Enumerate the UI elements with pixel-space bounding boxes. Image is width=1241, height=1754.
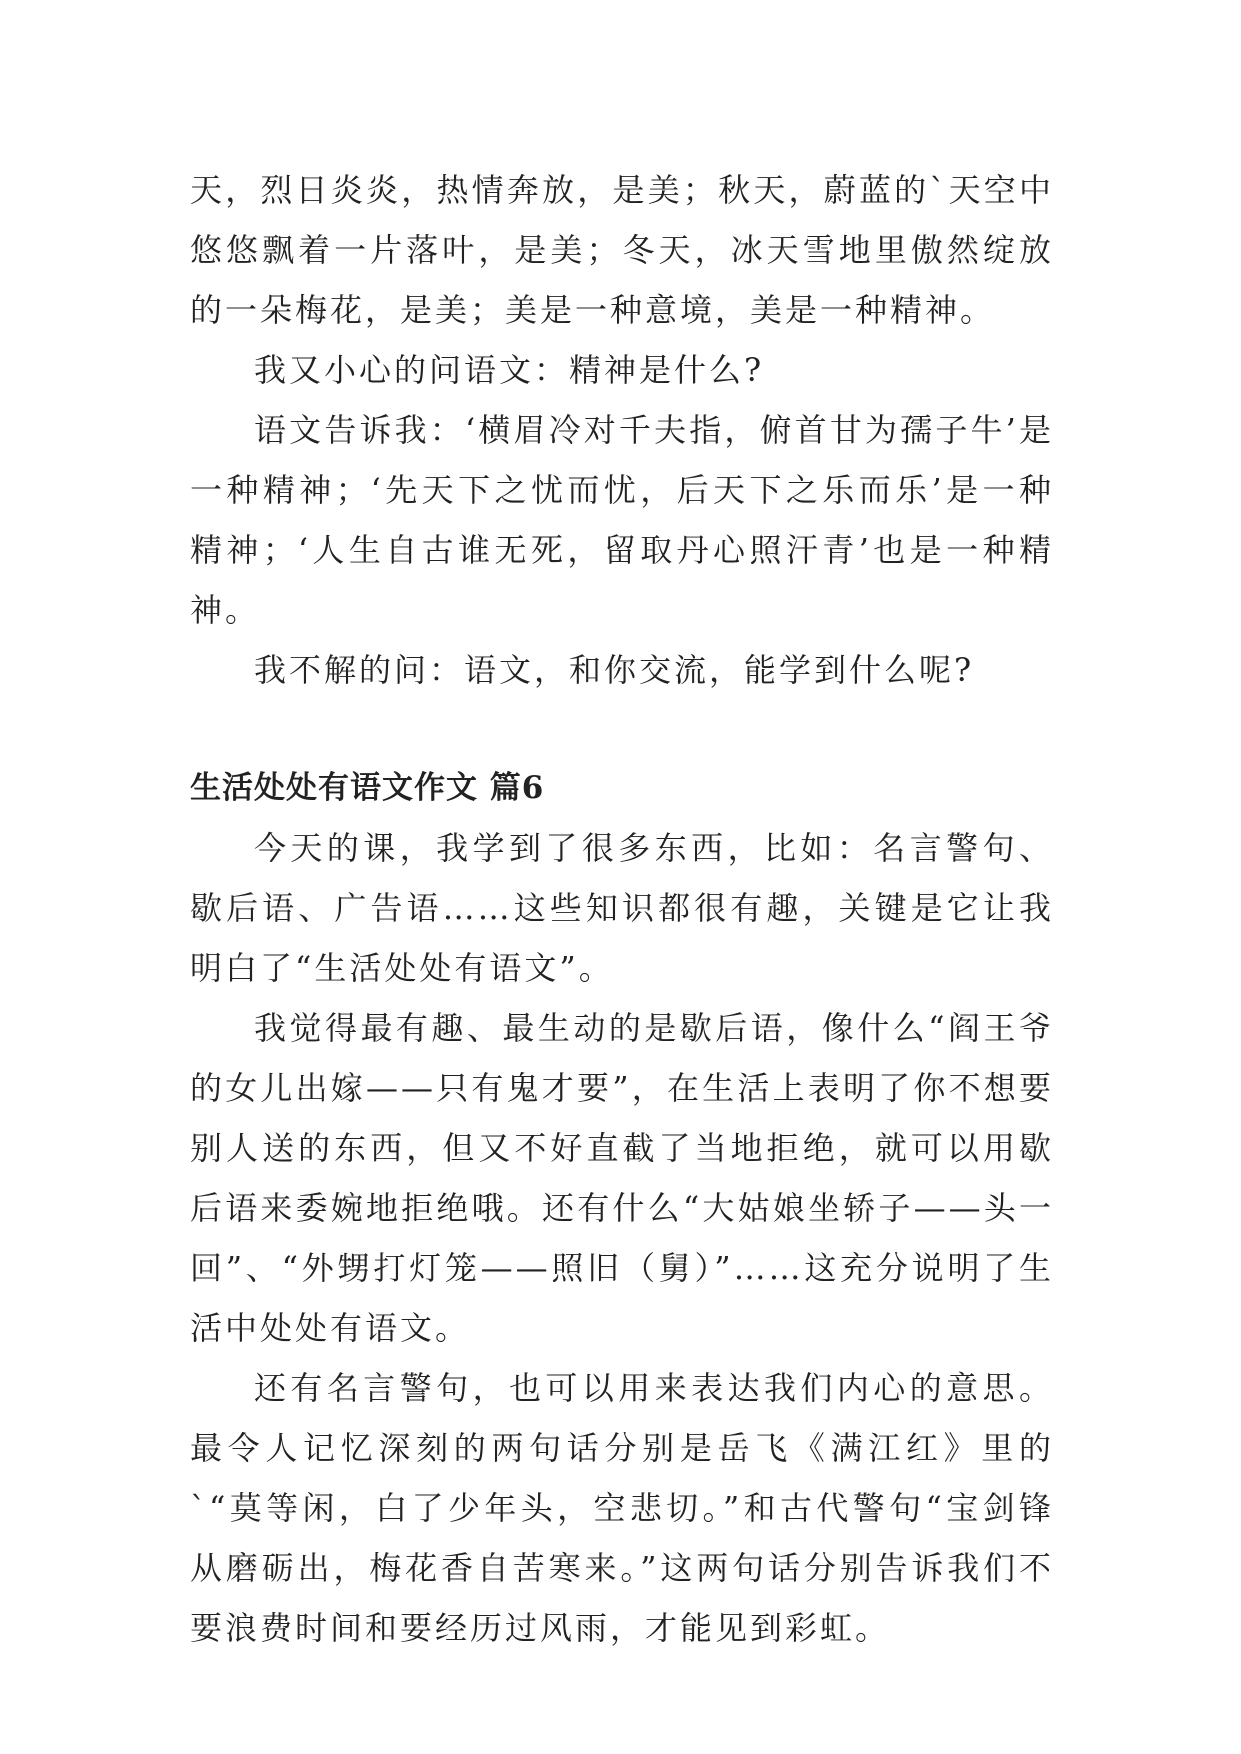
body-paragraph: 今天的课，我学到了很多东西，比如：名言警句、歇后语、广告语……这些知识都很有趣，关键是它让我明白了“生活处处有语文”。 (190, 829, 1054, 987)
body-paragraph: 我觉得最有趣、最生动的是歇后语，像什么“阎王爷的女儿出嫁——只有鬼才要”，在生活上表明了你不想要别人送的东西，但又不好直截了当地拒绝，就可以用歇后语来委婉地拒绝哦。还有什么“大姑娘坐轿子——头一回”、“外甥打灯笼——照旧（舅）”……这充分说明了生活中处处有语文。 (190, 1009, 1054, 1347)
body-paragraph: 还有名言警句，也可以用来表达我们内心的意思。最令人记忆深刻的两句话分别是岳飞《满江红》里的`“莫等闲，白了少年头，空悲切。”和古代警句“宝剑锋从磨砺出，梅花香自苦寒来。”这两句话分别告诉我们不要浪费时间和要经历过风雨，才能见到彩虹。 (190, 1369, 1054, 1647)
continuation-paragraph: 天，烈日炎炎，热情奔放，是美；秋天，蔚蓝的`天空中悠悠飘着一片落叶，是美；冬天，冰天雪地里傲然绽放的一朵梅花，是美；美是一种意境，美是一种精神。 (190, 171, 1054, 329)
question-paragraph: 我又小心的问语文：精神是什么? (254, 351, 765, 389)
question-paragraph: 我不解的问：语文，和你交流，能学到什么呢? (254, 651, 975, 689)
section-heading: 生活处处有语文作文 篇6 (190, 770, 545, 806)
answer-paragraph: 语文告诉我：‘横眉冷对千夫指，俯首甘为孺子牛’是一种精神；‘先天下之忧而忧，后天下之乐而乐’是一种精神；‘人生自古谁无死，留取丹心照汗青’也是一种精神。 (190, 411, 1054, 629)
document-page (190, 160, 1054, 1658)
